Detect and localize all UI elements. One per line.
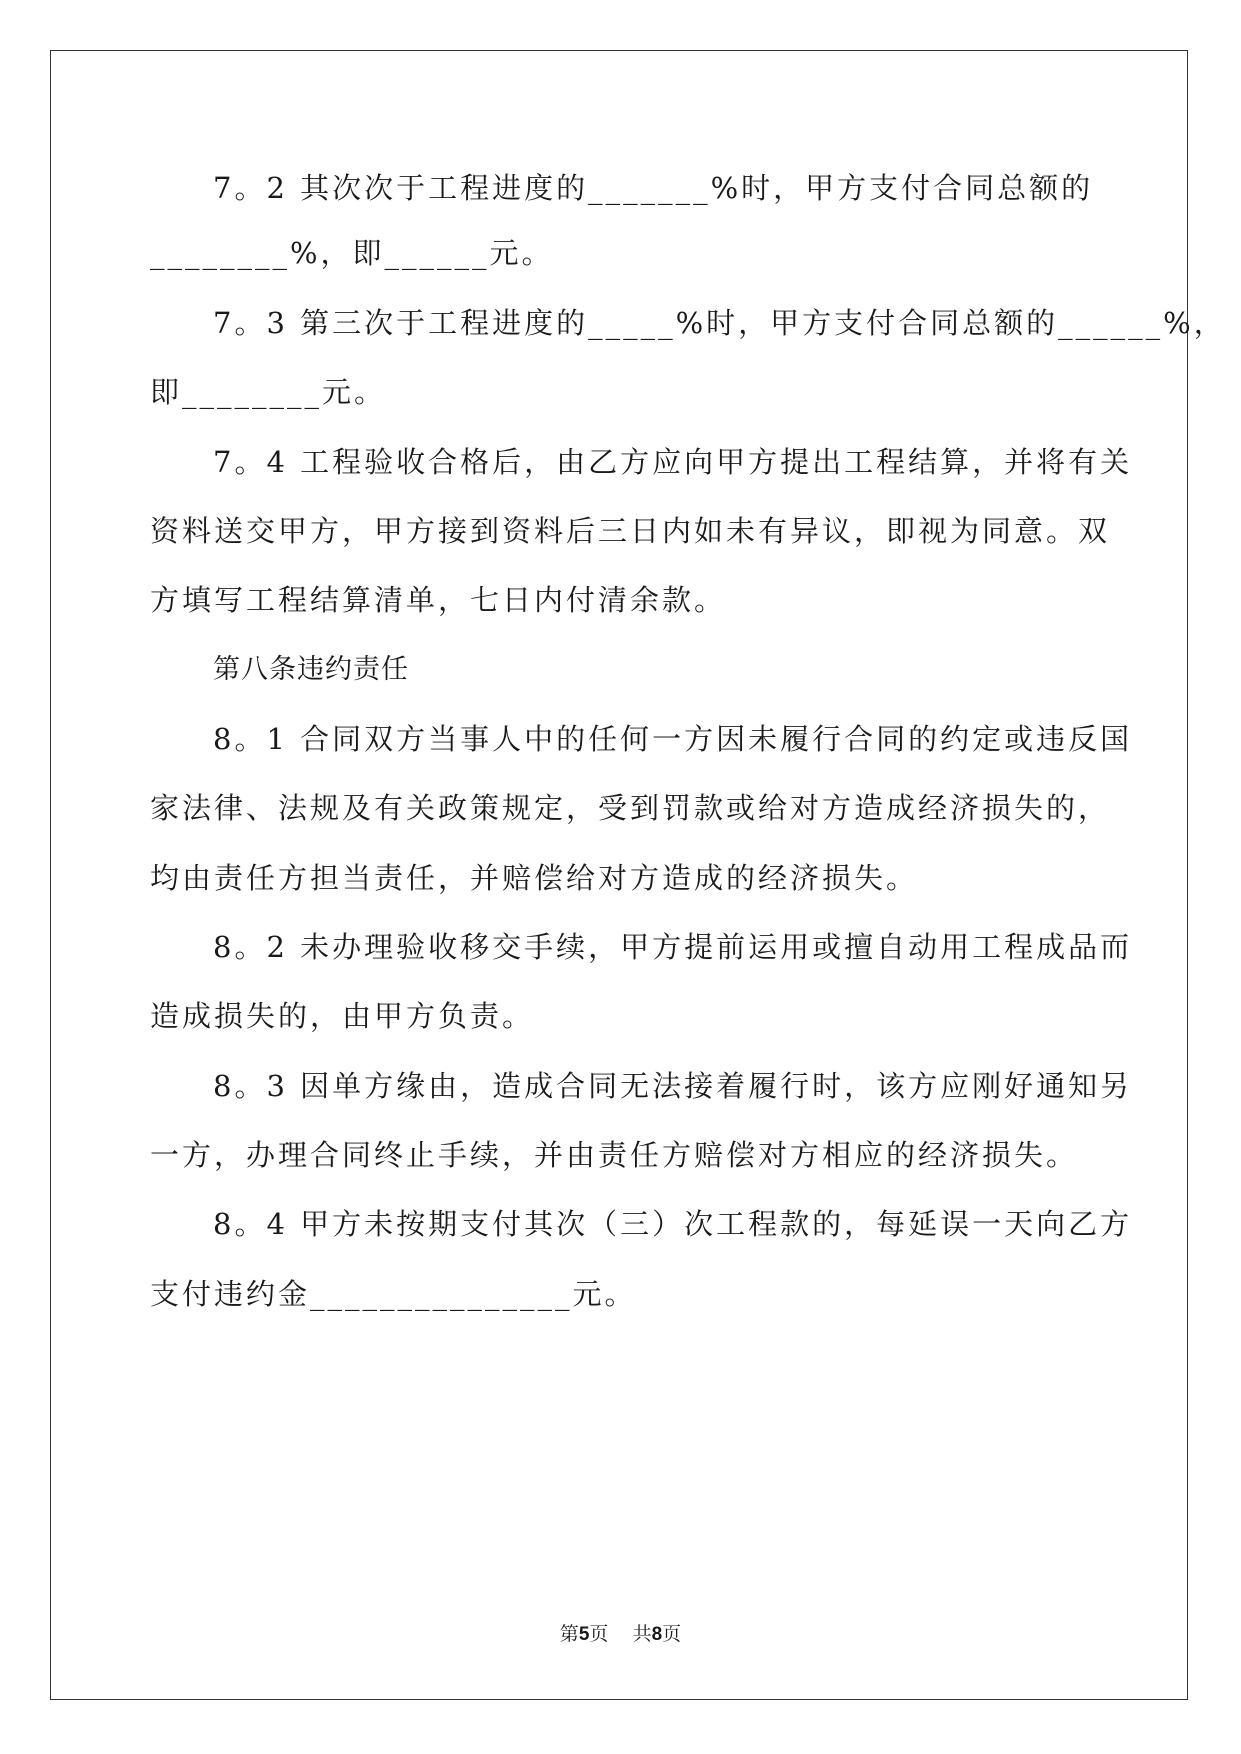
clause-8-2-line-2: 造成损失的，由甲方负责。 (150, 999, 535, 1033)
clause-7-4-line-3: 方填写工程结算清单，七日内付清余款。 (150, 583, 727, 617)
footer-page-prefix: 第 (559, 1623, 579, 1645)
clause-7-2-line-2: ________%，即______元。 (150, 236, 554, 270)
clause-8-4-line-2: 支付违约金_______________元。 (150, 1277, 637, 1311)
clause-7-3-line-2: 即________元。 (150, 375, 387, 409)
clause-8-1-line-2: 家法律、法规及有关政策规定，受到罚款或给对方造成经济损失的， (150, 791, 1111, 825)
clause-8-2-line-1: 8。2 未办理验收移交手续，甲方提前运用或擅自动用工程成品而 (213, 930, 1133, 964)
clause-7-2-line-1: 7。2 其次次于工程进度的_______%时，甲方支付合同总额的 (213, 171, 1094, 205)
footer-total-prefix: 共 (632, 1623, 652, 1645)
clause-8-1-line-1: 8。1 合同双方当事人中的任何一方因未履行合同的约定或违反国 (213, 722, 1133, 756)
footer-page-suffix: 页 (589, 1623, 609, 1645)
clause-8-3-line-2: 一方，办理合同终止手续，并由责任方赔偿对方相应的经济损失。 (150, 1138, 1079, 1172)
clause-8-4-line-1: 8。4 甲方未按期支付其次（三）次工程款的，每延误一天向乙方 (213, 1207, 1133, 1241)
clause-8-1-line-3: 均由责任方担当责任，并赔偿给对方造成的经济损失。 (150, 861, 919, 895)
footer-page-number: 5 (578, 1624, 590, 1645)
section-heading: 第八条违约责任 (213, 654, 409, 685)
clause-7-4-line-1: 7。4 工程验收合格后，由乙方应向甲方提出工程结算，并将有关 (213, 445, 1133, 479)
footer-total-suffix: 页 (662, 1623, 682, 1645)
footer-total-pages: 8 (651, 1624, 663, 1645)
clause-8-3-line-1: 8。3 因单方缘由，造成合同无法接着履行时，该方应刚好通知另 (213, 1069, 1133, 1103)
page-footer (0, 1622, 1241, 1647)
clause-7-4-line-2: 资料送交甲方，甲方接到资料后三日内如未有异议，即视为同意。双 (150, 514, 1111, 548)
clause-7-3-line-1: 7。3 第三次于工程进度的_____%时，甲方支付合同总额的______%， (213, 306, 1226, 340)
